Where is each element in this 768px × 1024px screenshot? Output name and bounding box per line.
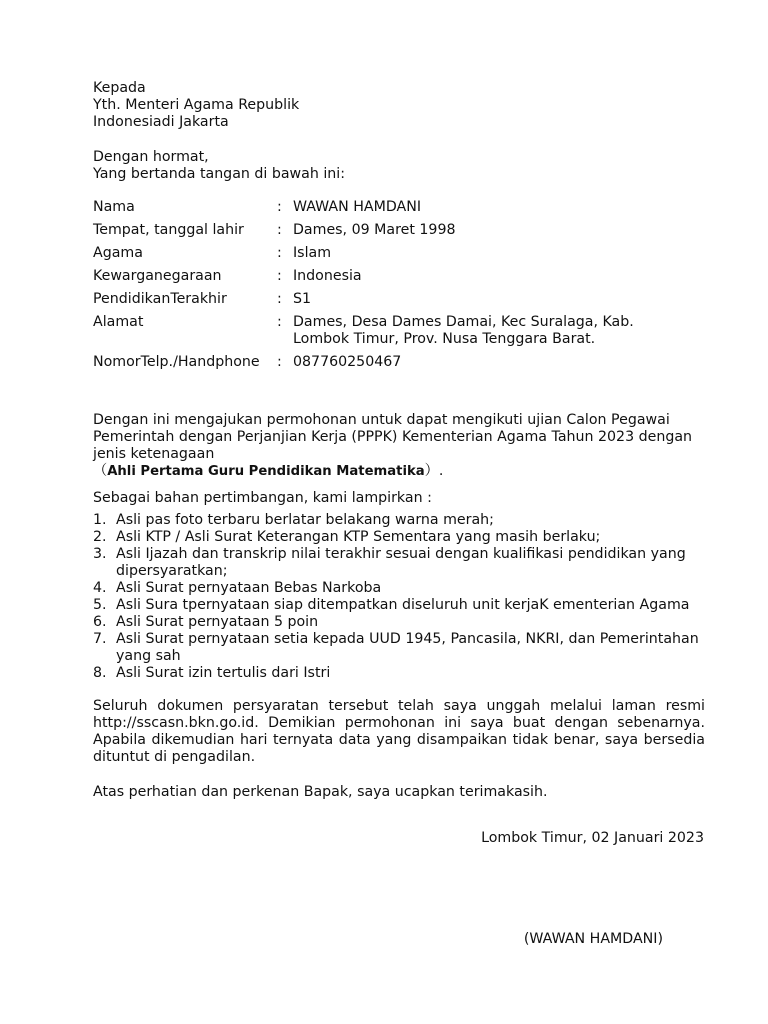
- identity-row-education: [93, 291, 705, 308]
- list-item-text-line-1: Asli Ijazah dan transkrip nilai terakhir sesuai dengan kualifikasi pendidikan yang: [116, 546, 686, 562]
- list-item-number: 3.: [93, 546, 107, 562]
- recipient-line-3: Indonesiadi Jakarta: [93, 114, 229, 130]
- list-item-number: 5.: [93, 597, 107, 613]
- address-line-1: Dames, Desa Dames Damai, Kec Suralaga, Kab.: [293, 314, 634, 330]
- list-item-text: Asli KTP / Asli Surat Keterangan KTP Sementara yang masih berlaku;: [116, 529, 601, 545]
- identity-label: Nama: [93, 199, 135, 215]
- list-item-number: 8.: [93, 665, 107, 681]
- list-item-text-line-1: Asli Surat pernyataan setia kepada UUD 1945, Pancasila, NKRI, dan Pemerintahan: [116, 631, 699, 647]
- identity-row-citizenship: [93, 268, 705, 285]
- identity-value: Dames, 09 Maret 1998: [293, 222, 456, 238]
- thanks-text: Atas perhatian dan perkenan Bapak, saya ucapkan terimakasih.: [93, 784, 548, 800]
- identity-row-name: [93, 199, 705, 216]
- identity-table: [93, 199, 705, 377]
- list-item-text: Asli Surat pernyataan Bebas Narkoba: [116, 580, 382, 596]
- identity-colon: :: [277, 291, 282, 307]
- closing-line-4: dituntut di pengadilan.: [93, 749, 256, 765]
- closing-line-3: Apabila dikemudian hari ternyata data yang disampaikan tidak benar, saya bersedia: [93, 732, 705, 748]
- list-item-text-line-2: yang sah: [116, 648, 181, 664]
- list-item-text: [116, 631, 705, 665]
- recipient-line-1: Kepada: [93, 80, 146, 96]
- identity-value: WAWAN HAMDANI: [293, 199, 422, 215]
- list-item-text: Asli Sura tpernyataan siap ditempatkan diseluruh unit kerjaK ementerian Agama: [116, 597, 690, 613]
- intro-line: Yang bertanda tangan di bawah ini:: [93, 166, 345, 182]
- identity-label: Agama: [93, 245, 143, 261]
- list-item-text: Asli pas foto terbaru berlatar belakang warna merah;: [116, 512, 494, 528]
- closing-line-1: Seluruh dokumen persyaratan tersebut telah saya unggah melalui laman resmi: [93, 698, 705, 714]
- identity-row-address: [93, 314, 705, 348]
- list-item: [93, 580, 705, 597]
- identity-colon: :: [277, 245, 282, 261]
- position-name: Ahli Pertama Guru Pendidikan Matematika: [107, 464, 425, 479]
- attachments-intro: [93, 490, 705, 507]
- place-date: Lombok Timur, 02 Januari 2023: [481, 830, 704, 846]
- list-item: [93, 614, 705, 631]
- identity-colon: :: [277, 314, 282, 330]
- thanks-block: [93, 784, 705, 801]
- list-item-number: 6.: [93, 614, 107, 630]
- list-item-text: Asli Surat izin tertulis dari Istri: [116, 665, 331, 681]
- closing-line-2: http://sscasn.bkn.go.id. Demikian permohonan ini saya buat dengan sebenarnya.: [93, 715, 705, 731]
- identity-row-phone: [93, 354, 705, 371]
- application-line-1: Dengan ini mengajukan permohonan untuk dapat mengikuti ujian Calon Pegawai: [93, 412, 670, 428]
- list-item-text: Asli Surat pernyataan 5 poin: [116, 614, 319, 630]
- identity-row-religion: [93, 245, 705, 262]
- list-item: [93, 597, 705, 614]
- identity-value: 087760250467: [293, 354, 402, 370]
- address-line-2: Lombok Timur, Prov. Nusa Tenggara Barat.: [293, 331, 596, 347]
- list-item-number: 1.: [93, 512, 107, 528]
- application-paragraph: [93, 412, 705, 480]
- position-line: [93, 463, 705, 480]
- list-item-text-line-2: dipersyaratkan;: [116, 563, 228, 579]
- identity-value: [293, 314, 705, 348]
- identity-colon: :: [277, 354, 282, 370]
- list-item: [93, 512, 705, 529]
- identity-label: Alamat: [93, 314, 144, 330]
- list-item: [93, 631, 705, 665]
- identity-colon: :: [277, 222, 282, 238]
- list-item-number: 7.: [93, 631, 107, 647]
- signatory-name: (WAWAN HAMDANI): [523, 931, 663, 947]
- list-item: [93, 529, 705, 546]
- application-line-3: jenis ketenagaan: [93, 446, 215, 462]
- salutation: Dengan hormat,: [93, 149, 209, 165]
- list-item: [93, 665, 705, 682]
- identity-label: Tempat, tanggal lahir: [93, 222, 244, 238]
- identity-label: PendidikanTerakhir: [93, 291, 227, 307]
- list-item-number: 2.: [93, 529, 107, 545]
- closing-paragraph: [93, 698, 705, 766]
- identity-value: Islam: [293, 245, 332, 261]
- open-paren: （: [93, 463, 108, 479]
- identity-label: Kewarganegaraan: [93, 268, 222, 284]
- close-paren: ）.: [424, 463, 444, 479]
- identity-colon: :: [277, 199, 282, 215]
- attachments-list: [93, 512, 705, 682]
- application-line-2: Pemerintah dengan Perjanjian Kerja (PPPK) Kementerian Agama Tahun 2023 dengan: [93, 429, 693, 445]
- recipient-block: [93, 80, 705, 131]
- list-item: [93, 546, 705, 580]
- identity-label: NomorTelp./Handphone: [93, 354, 260, 370]
- greeting-block: [93, 149, 705, 183]
- identity-colon: :: [277, 268, 282, 284]
- identity-value: Indonesia: [293, 268, 362, 284]
- identity-value: S1: [293, 291, 312, 307]
- list-item-text: [116, 546, 705, 580]
- recipient-line-2: Yth. Menteri Agama Republik: [93, 97, 300, 113]
- identity-row-birth: [93, 222, 705, 239]
- attachments-intro-text: Sebagai bahan pertimbangan, kami lampirkan :: [93, 490, 432, 506]
- list-item-number: 4.: [93, 580, 107, 596]
